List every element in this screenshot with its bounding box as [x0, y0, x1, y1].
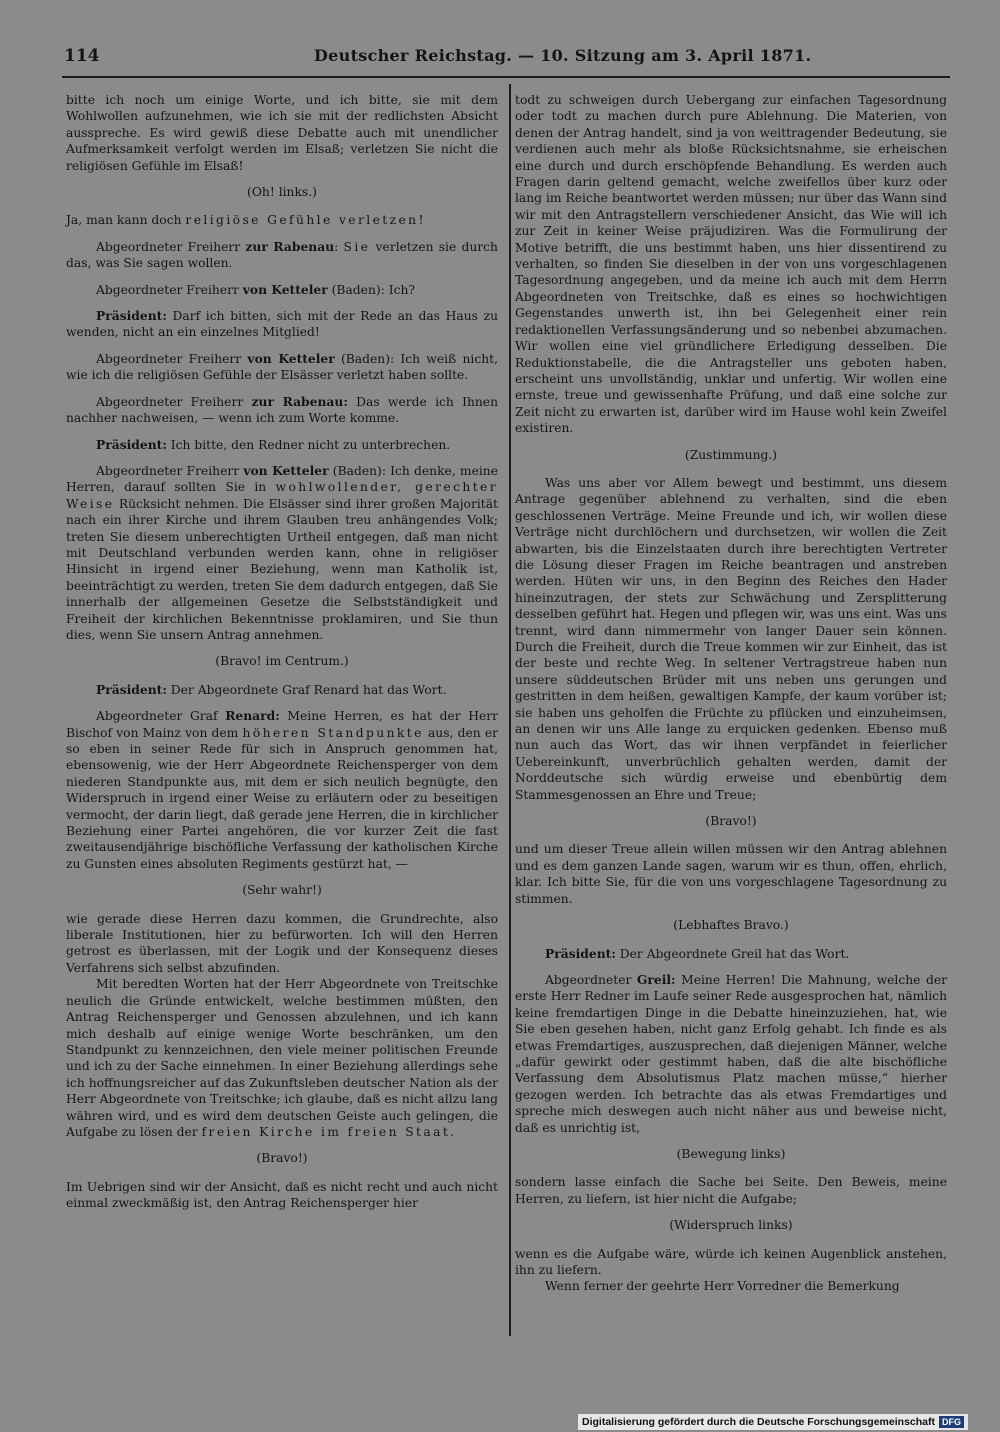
- right-column: [515, 92, 947, 1305]
- paragraph: Abgeordneter Freiherr von Ketteler (Baden): Ich denke, meine Herren, darauf sollten Sie in wohlwollender, gerechter Weise Rücksicht nehmen. Die Elsässer sind ihrer großen Majorität nach ein ihrer Kirche und ihrem Glauben treu anhängendes Volk; treten Sie diesem unberechtigten Urtheil entgegen, daß man nicht mit Deutschland verbunden werden kann, ohne in religiöser Hinsicht in irgend einer Beziehung, wenn man Katholik ist, beeinträchtigt zu werden, treten Sie dem dadurch entgegen, daß Sie innerhalb der allgemeinen Gesetze die Selbstständigkeit und Freiheit der kirchlichen Bekenntnisse proklamiren, und Sie thun dies, wenn Sie unsern Antrag annehmen.: [66, 462, 499, 642]
- paragraph: und um dieser Treue allein willen müssen wir den Antrag ablehnen und es dem ganzen Lande sagen, warum wir es thun, offen, ehrlich, klar. Ich bitte Sie, für die von uns vorgeschlagene Tagesordnung zu stimmen.: [515, 842, 947, 906]
- interjection: (Bewegung links): [676, 1146, 786, 1161]
- paragraph: Abgeordneter Freiherr zur Rabenau: Das werde ich Ihnen nachher nachweisen, — wenn ich zum Worte komme.: [66, 393, 499, 426]
- speaker-name: Greil:: [636, 971, 676, 987]
- running-head: Deutscher Reichstag. — 10. Sitzung am 3. April 1871.: [314, 46, 812, 65]
- paragraph: Präsident: Der Abgeordnete Greil hat das Wort.: [545, 945, 850, 961]
- speaker-name: Renard:: [225, 708, 280, 724]
- paragraph: Wenn ferner der geehrte Herr Vorredner die Bemerkung: [545, 1279, 900, 1294]
- interjection: (Bravo! im Centrum.): [215, 654, 349, 669]
- paragraph: Abgeordneter Greil: Meine Herren! Die Mahnung, welche der erste Herr Redner im Laufe seiner Rede ausgesprochen hat, nämlich keine fremdartigen Dinge in die Debatte hineinzuziehen, hat, wie Sie eben gesehen haben, nicht ganz Erfolg gehabt. Ich finde es als etwas Fremdartiges, auszusprechen, daß diejenigen Männer, welche „dafür gewirkt oder gestimmt haben, daß die alte bischöfliche Verfassung dem Absolutismus Platz machen müsse,“ hierher gezogen werden. Ich betrachte das als etwas Fremdartiges und spreche mich deswegen auch nicht näher aus und beweise nicht, daß es unrichtig ist,: [515, 971, 947, 1135]
- paragraph: Abgeordneter Freiherr von Ketteler (Baden): Ich?: [96, 281, 415, 297]
- speaker-name: von Ketteler: [242, 281, 328, 297]
- paragraph: Was uns aber vor Allem bewegt und bestimmt, uns diesem Antrage gegenüber ablehnend zu verhalten, sind die eben geschlossenen Verträge. Meine Freunde und ich, wir wollen diese Verträge nicht durchlöchern und durchsetzen, wir wollen die Zeit abwarten, bis die Einzelstaaten durch ihre berechtigten Vertreter die Lösung dieser Fragen im Reiche beantragen und anstreben werden. Hüten wir uns, in den Beginn des Reiches den Hader hineinzutragen, der stets zur Schwächung und Zersplitterung desselben geführt hat. Hegen und pflegen wir, was uns eint. Was uns trennt, wird dann nimmermehr von langer Dauer sein können. Durch die Freiheit, durch die Treue kommen wir zur Einheit, das ist der beste und rechte Weg. In seltener Vertragstreue haben nun unsere süddeutschen Brüder mit uns neben uns gerungen und gestritten in dem heißen, gewaltigen Kampfe, der kaum vorüber ist; sie haben uns geholfen die Früchte zu pflücken und einzuheimsen, an denen wir uns Alle lange zu erquicken gedenken. Ebenso muß nun auch das Wort, das wir ihnen verpfändet in feierlicher Uebereinkunft, unverbrüchlich gehalten werden, damit der Norddeutsche sich würdig erweise und ebenbürtig dem Stammesgenossen an Ehre und Treue;: [515, 475, 947, 802]
- interjection: (Widerspruch links): [669, 1218, 793, 1233]
- speaker-name: von Ketteler: [247, 350, 335, 366]
- interjection: (Sehr wahr!): [242, 883, 322, 898]
- left-column: [66, 92, 498, 1222]
- page-header: [64, 46, 946, 72]
- credit-text: Digitalisierung gefördert durch die Deutsche Forschungsgemeinschaft: [582, 1416, 935, 1428]
- interjection: (Bravo!): [256, 1151, 308, 1166]
- paragraph: wenn es die Aufgabe wäre, würde ich keinen Augenblick anstehen, ihn zu liefern.: [515, 1246, 947, 1277]
- speaker-name: Präsident:: [96, 436, 167, 452]
- speaker-name: von Ketteler: [243, 462, 329, 478]
- paragraph: Abgeordneter Graf Renard: Meine Herren, es hat der Herr Bischof von Mainz von dem höheren Standpunkte aus, den er so eben in seiner Rede für sich in Anspruch genommen hat, ebensowenig, wie der Herr Abgeordnete Reichensperger von dem niederen Standpunkte aus, mit dem er sich neulich begnügte, den Widerspruch in irgend einer Weise zu erläutern oder zu beseitigen vermocht, der darin liegt, daß gerade jene Herren, die in kirchlicher Beziehung einer Partei angehören, die vor kurzer Zeit die fast zweitausendjährige bischöfliche Verfassung der katholischen Kirche zu Gunsten eines absoluten Regiments gestürzt hat, —: [66, 708, 498, 871]
- interjection: (Oh! links.): [247, 185, 317, 200]
- speaker-name: Präsident:: [545, 945, 616, 961]
- paragraph: Mit beredten Worten hat der Herr Abgeordnete von Treitschke neulich die Gründe entwickelt, welche bestimmen müßten, den Antrag Reichensperger und Genossen abzulehnen, und ich kann mich deshalb auf einige wenige Worte beschränken, um den Standpunkt zu kennzeichnen, den viele meiner politischen Freunde und ich zu der Sache einnehmen. In einer Beziehung allerdings sehe ich hoffnungsreicher auf das Zukunftsleben deutscher Nation als der Herr Abgeordnete von Treitschke; ich glaube, daß es nicht allzu lang währen wird, und es wird dem deutschen Geiste auch gelingen, die Aufgabe zu lösen der freien Kirche im freien Staat.: [66, 977, 498, 1139]
- speaker-name: Präsident:: [96, 308, 167, 324]
- column-divider: [509, 84, 511, 1336]
- speaker-name: Präsident:: [96, 681, 167, 697]
- paragraph: Präsident: Darf ich bitten, sich mit der Rede an das Haus zu wenden, nicht an ein einzelnes Mitglied!: [66, 308, 498, 340]
- speaker-name: zur Rabenau: [245, 238, 335, 254]
- digitization-credit: [578, 1414, 968, 1430]
- paragraph: todt zu schweigen durch Uebergang zur einfachen Tagesordnung oder todt zu machen durch pure Ablehnung. Die Materien, von denen der Antrag handelt, sind ja von weittragender Bedeutung, sie verdienen auch mehr als bloße Rücksichtsnahme, sie erheischen eine durch und durch erschöpfende Behandlung. Es werden auch Fragen darin geltend gemacht, welche zweifellos über kurz oder lang im Reiche beantwortet werden müssen; nur über das Wann sind wir mit den Antragstellern verschiedener Ansicht, das Wie will ich zur Zeit in keiner Weise präjudiziren. Was die Formulirung der Motive betrifft, die uns bestimmt haben, uns hier dissentirend zu verhalten, so finden Sie dieselben in der von uns vorgeschlagenen Tagesordnung angegeben, und da meine ich auch mit dem Herrn Abgeordneten von Treitschke, daß es eines so hochwichtigen Gegenstandes unwerth ist, ihn bei Gelegenheit einer rein redaktionellen Verfassungsänderung und so nebenbei abzumachen. Wir wollen eine viel gründlichere Erledigung desselben. Die Reduktionstabelle, die die Antragsteller uns geboten haben, erscheint uns unvollständig, unklar und unfertig. Wir wollen eine ernste, treue und gewissenhafte Prüfung, und daß eine solche zur Zeit nicht zu erwarten ist, darüber wird im Hause wohl kein Zweifel existiren.: [515, 93, 947, 436]
- interjection: (Bravo!): [705, 814, 757, 829]
- dfg-logo: DFG: [939, 1416, 964, 1428]
- speaker-name: zur Rabenau:: [251, 393, 348, 409]
- header-rule: [62, 76, 950, 78]
- interjection: (Lebhaftes Bravo.): [673, 918, 789, 933]
- paragraph: wie gerade diese Herren dazu kommen, die Grundrechte, also liberale Institutionen, hier zu befürworten. Ich will den Herren getrost es überlassen, mit der Logik und der Konsequenz dieses Verfahrens sich selbst abzufinden.: [66, 911, 498, 975]
- paragraph: bitte ich noch um einige Worte, und ich bitte, sie mit dem Wohlwollen aufzunehmen, wie ich sie mit der redlichsten Absicht ausspreche. Es wird gewiß diese Debatte auch mit unendlicher Aufmerksamkeit verfolgt werden im Elsaß; verletzen Sie nicht die religiösen Gefühle im Elsaß!: [66, 93, 498, 173]
- paragraph: Ja, man kann doch religiöse Gefühle verletzen!: [66, 213, 424, 228]
- paragraph: Präsident: Der Abgeordnete Graf Renard hat das Wort.: [96, 681, 447, 697]
- paragraph: Im Uebrigen sind wir der Ansicht, daß es nicht recht und auch nicht einmal zweckmäßig ist, den Antrag Reichensperger hier: [66, 1179, 498, 1211]
- paragraph: Abgeordneter Freiherr zur Rabenau: Sie verletzen sie durch das, was Sie sagen wollen.: [66, 238, 498, 271]
- paragraph: Präsident: Ich bitte, den Redner nicht zu unterbrechen.: [96, 436, 451, 452]
- paragraph: sondern lasse einfach die Sache bei Seite. Den Beweis, meine Herren, zu liefern, ist hier nicht die Aufgabe;: [515, 1175, 947, 1206]
- interjection: (Zustimmung.): [684, 447, 778, 462]
- page-number: 114: [64, 46, 100, 66]
- paragraph: Abgeordneter Freiherr von Ketteler (Baden): Ich weiß nicht, wie ich die religiösen Gefühle der Elsässer verletzt haben sollte.: [66, 350, 499, 383]
